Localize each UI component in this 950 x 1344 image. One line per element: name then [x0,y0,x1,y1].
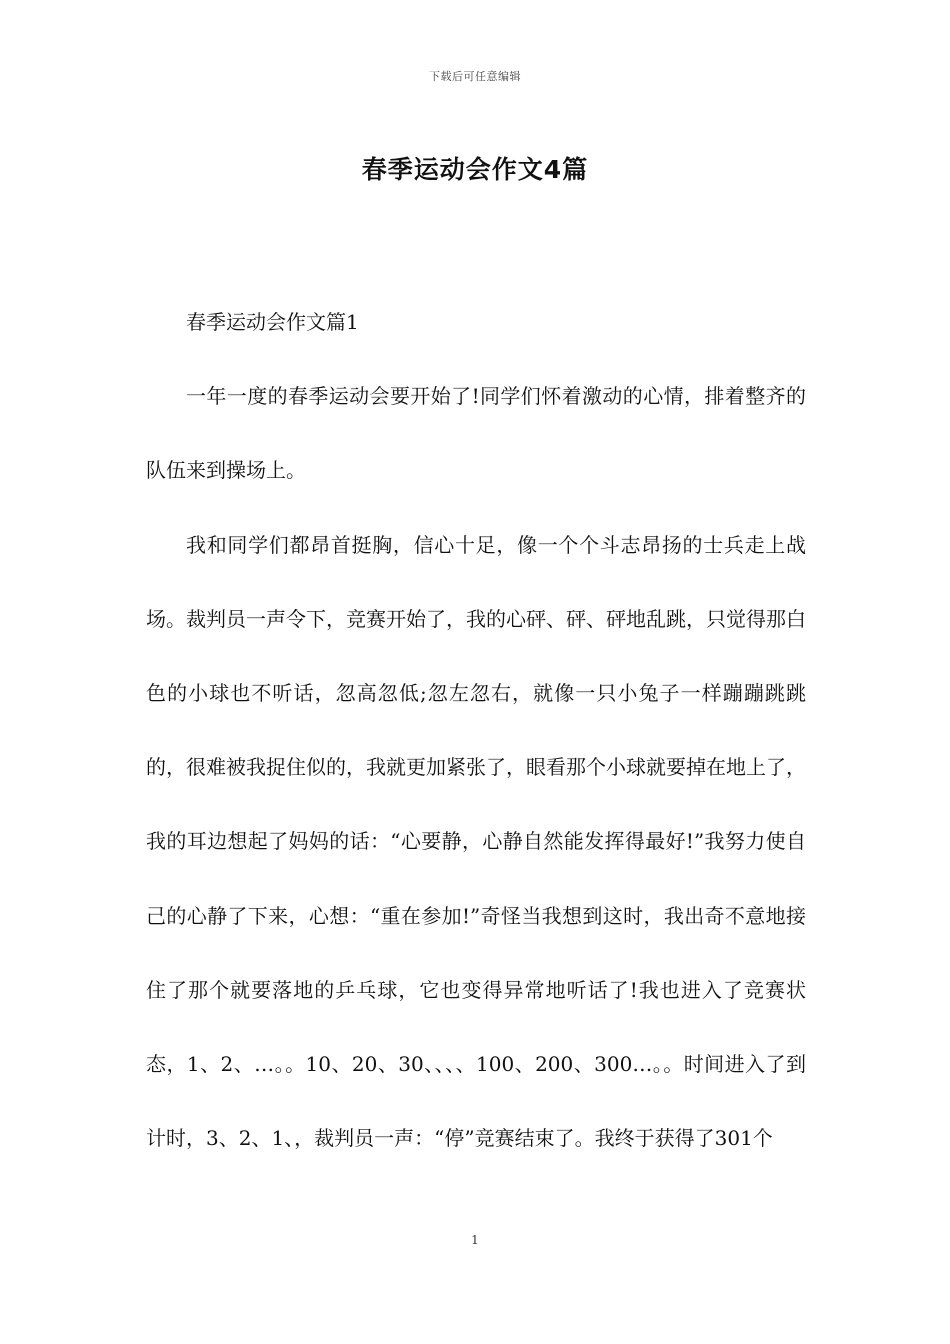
section-heading: 春季运动会作文篇1 [186,310,359,334]
document-body [146,285,806,1175]
header-note: 下载后可任意编辑 [429,70,521,83]
document-title: 春季运动会作文4篇 [361,155,589,184]
paragraph: 一年一度的春季运动会要开始了!同学们怀着激动的心情，排着整齐的队伍来到操场上。 [146,384,806,483]
page-number: 1 [471,1233,479,1247]
paragraph: 我和同学们都昂首挺胸，信心十足，像一个个斗志昂扬的士兵走上战场。裁判员一声令下，竞赛开始了，我的心砰、砰、砰地乱跳，只觉得那白色的小球也不听话，忽高忽低;忽左忽右，就像一只小兔子一样蹦蹦跳跳的，很难被我捉住似的，我就更加紧张了，眼看那个小球就要掉在地上了，我的耳边想起了妈妈的话：“心要静，心静自然能发挥得最好!”我努力使自己的心静了下来，心想：“重在参加!”奇怪当我想到这时，我出奇不意地接住了那个就要落地的乒乓球，它也变得异常地听话了!我也进入了竞赛状态，1、2、…。。10、20、30、、、、100、200、300…。。时间进入了到计时，3、2、1、，裁判员一声：“停”竞赛结束了。我终于获得了301个 [146,532,806,1151]
